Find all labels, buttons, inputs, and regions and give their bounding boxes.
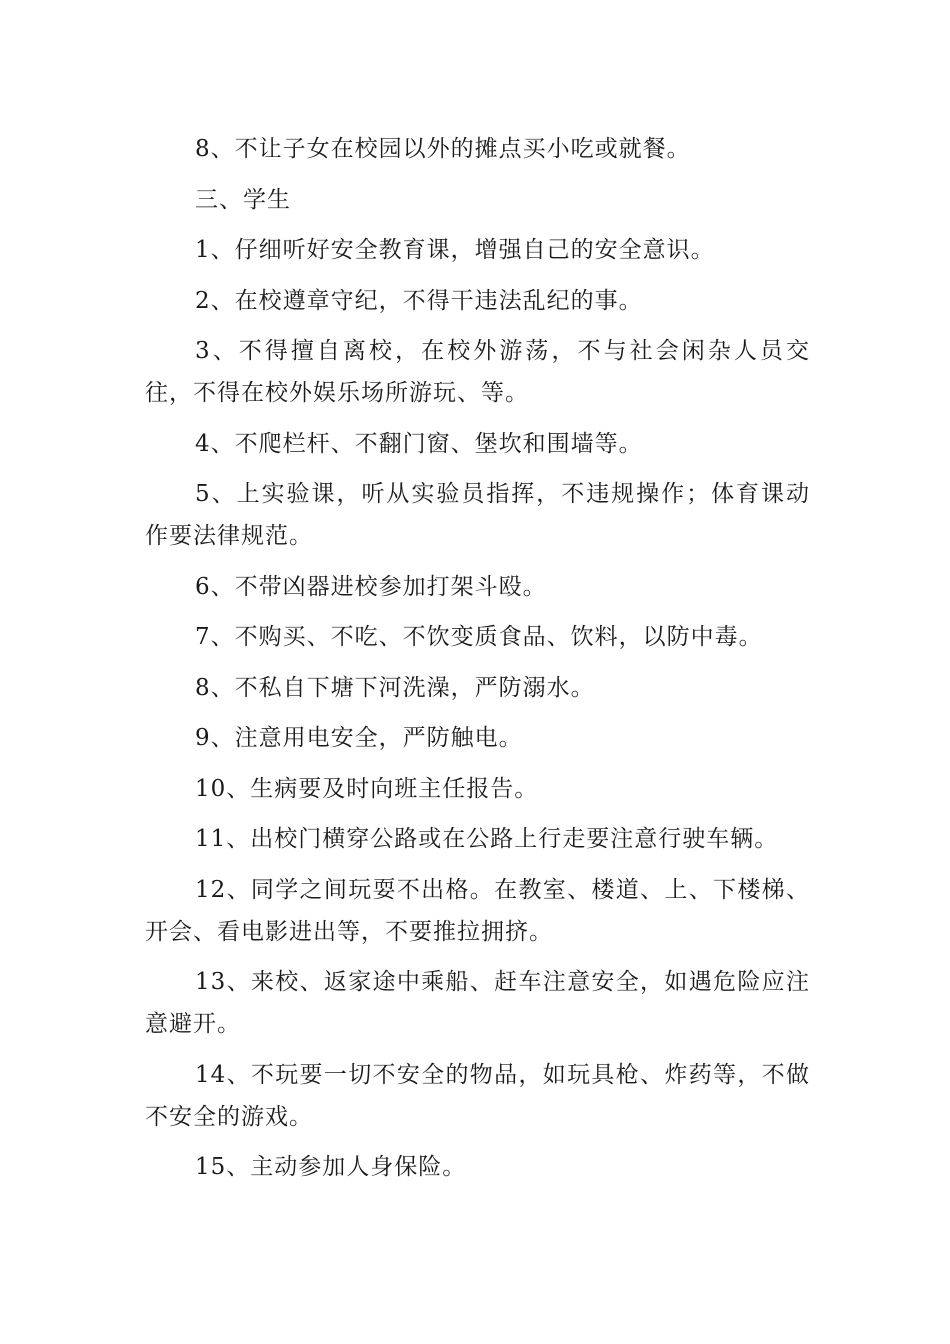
paragraph: 1、仔细听好安全教育课，增强自己的安全意识。	[195, 237, 715, 263]
document-body	[145, 128, 810, 1197]
paragraph: 11、出校门横穿公路或在公路上行走要注意行驶车辆。	[195, 826, 779, 852]
paragraph: 4、不爬栏杆、不翻门窗、堡坎和围墙等。	[195, 430, 643, 457]
paragraph: 7、不购买、不吃、不饮变质食品、饮料，以防中毒。	[195, 624, 763, 650]
paragraph: 10、生病要及时向班主任报告。	[195, 775, 539, 802]
paragraph: 8、不让子女在校园以外的摊点买小吃或就餐。	[195, 136, 691, 162]
paragraph: 6、不带凶器进校参加打架斗殴。	[195, 573, 547, 600]
paragraph: 9、注意用电安全，严防触电。	[195, 725, 523, 751]
paragraph: 14、不玩要一切不安全的物品，如玩具枪、炸药等，不做不安全的游戏。	[145, 1061, 810, 1130]
paragraph: 3、不得擅自离校，在校外游荡，不与社会闲杂人员交往，不得在校外娱乐场所游玩、等。	[145, 338, 810, 406]
paragraph: 12、同学之间玩耍不出格。在教室、楼道、上、下楼梯、开会、看电影进出等，不要推拉拥挤。	[145, 876, 810, 945]
paragraph: 13、来校、返家途中乘船、赶车注意安全，如遇危险应注意避开。	[145, 969, 810, 1037]
section-heading: 三、学生	[195, 186, 291, 213]
paragraph: 8、不私自下塘下河洗澡，严防溺水。	[195, 674, 595, 701]
paragraph: 2、在校遵章守纪，不得干违法乱纪的事。	[195, 287, 643, 314]
paragraph: 15、主动参加人身保险。	[195, 1154, 467, 1180]
paragraph: 5、上实验课，听从实验员指挥，不违规操作；体育课动作要法律规范。	[145, 481, 810, 549]
